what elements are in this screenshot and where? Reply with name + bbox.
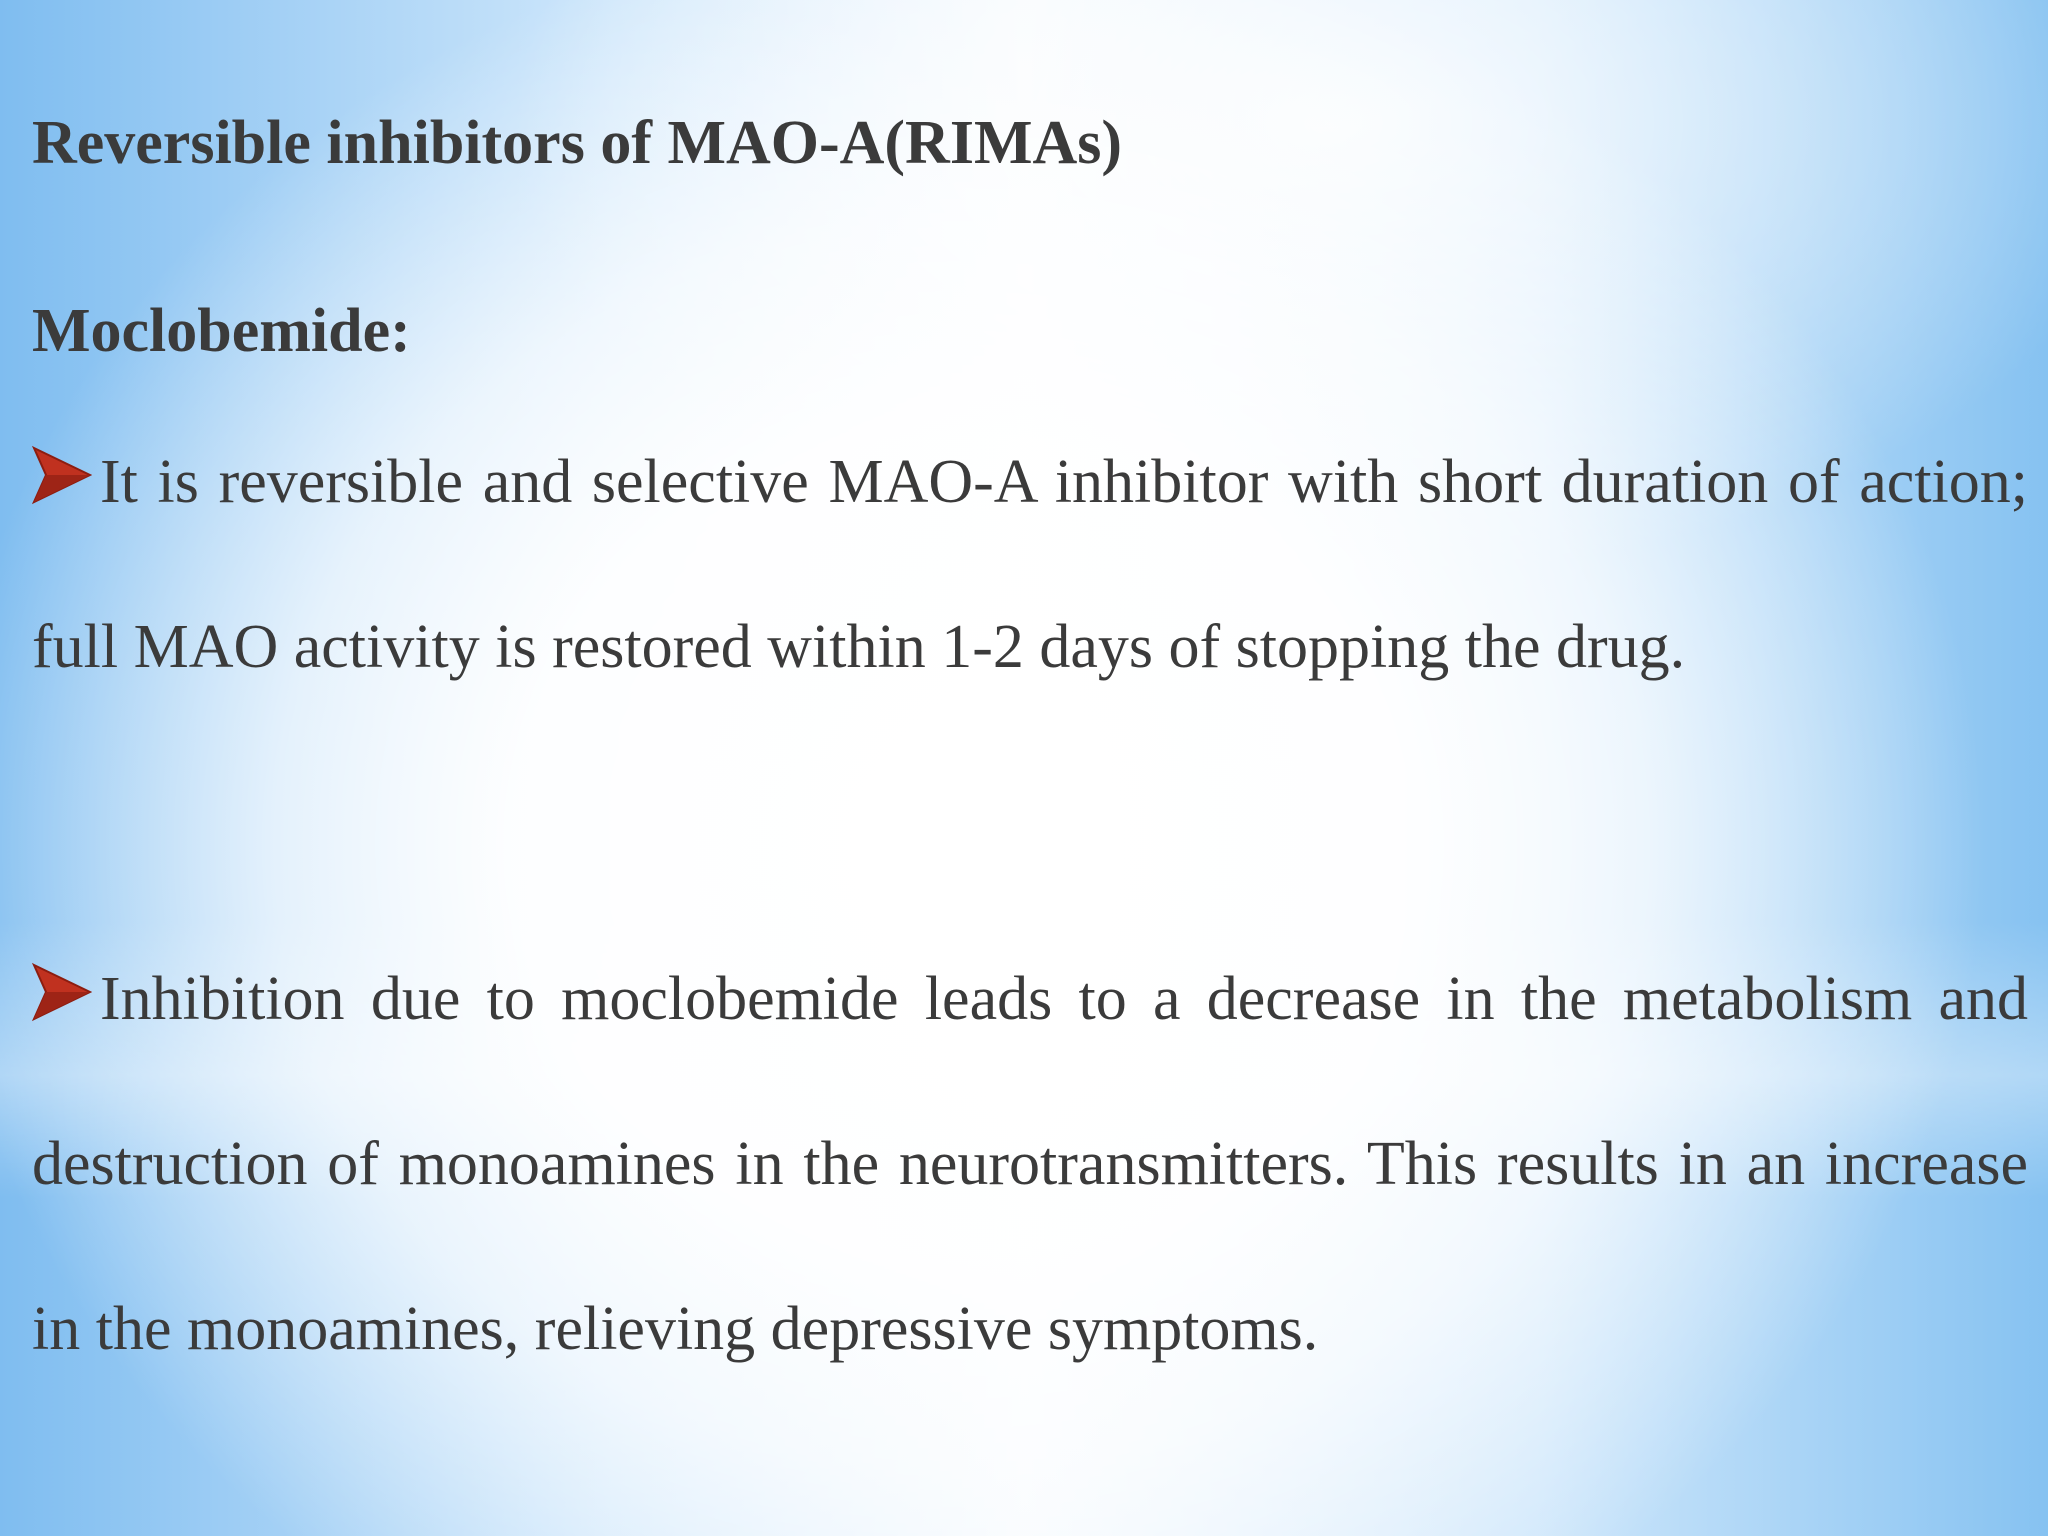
bullet-text: It is reversible and selective MAO-A inhibitor with short duration of action; full MAO activity is restored within 1-2 days of stopping the drug. <box>32 448 2028 681</box>
bullet-item-1 <box>32 400 2028 730</box>
slide <box>32 60 2028 1500</box>
bullet-item-2 <box>32 917 2028 1412</box>
arrow-bullet-icon <box>32 444 92 506</box>
slide-title: Reversible inhibitors of MAO-A(RIMAs) <box>32 109 1123 177</box>
arrow-bullet-icon <box>32 961 92 1023</box>
bullet-text: Inhibition due to moclobemide leads to a decrease in the metabolism and destruction of monoamines in the neurotransmitters. This results in an increase in the monoamines, relieving depressive symptoms. <box>32 965 2028 1363</box>
drug-name-heading: Moclobemide: <box>32 297 411 365</box>
